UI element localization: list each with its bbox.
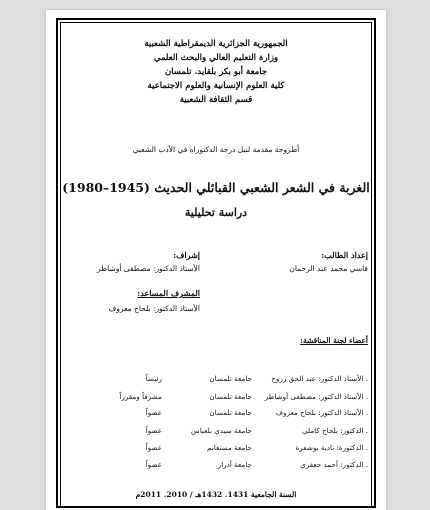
member-name: . الدكتور: أحمد جعفري [300,460,368,469]
member-role: عضواً [145,460,162,469]
header-department: قسم الثقافة الشعبية [179,95,253,105]
member-institution: جامعة مستغانم [207,443,252,452]
member-institution: جامعة تلمسان [209,374,252,383]
member-role: رئيساً [145,374,162,383]
thesis-title: الغربة في الشعر الشعبي القبائلي الحديث (1945–1980) [62,180,370,195]
thesis-note: أطروحة مقدمة لنيل درجة الدكتوراه في الأدب الشعبي [132,145,300,154]
header-faculty: كلية العلوم الإنسانية والعلوم الاجتماعية [147,81,285,91]
member-role: مشرفاً ومقرراً [119,392,162,401]
member-role: عضواً [145,426,162,435]
prepared-label: إعداد الطالب: [321,250,368,260]
header-republic: الجمهورية الجزائرية الديمقراطية الشعبية [144,39,288,49]
member-institution: جامعة سيدي بلعباس [191,426,252,435]
member-name: . الأستاذ الدكتور: عبد الحق زروخ [271,374,368,383]
member-role: عضواً [145,443,162,452]
thesis-subtitle: دراسة تحليلية [184,206,248,219]
co-supervisor-label: المشرف المساعد: [137,288,200,298]
member-role: عضواً [145,408,162,417]
supervisor-label: إشراف: [173,250,200,260]
member-name: . الدكتورة: نادية بوشفرة [295,443,368,452]
committee-title: أعضاء لجنة المناقشة: [300,336,368,345]
academic-year: السنة الجامعية 1431. 1432هـ / 2010. 2011م [135,490,297,499]
co-supervisor-name: الأستاذ الدكتور: بلحاج معروف [108,304,200,313]
member-institution: جامعة تلمسان [209,408,252,417]
student-name: قاسي محمد عبد الرحمان [289,264,368,273]
header-ministry: وزارة التعليم العالي والبحث العلمي [153,53,279,63]
member-name: . الأستاذ الدكتور: مصطفى أوشاطر [264,392,368,401]
member-name: . الدكتور: بلحاج كاملي [302,426,368,435]
member-institution: جامعة أدرار [217,460,252,469]
member-institution: جامعة تلمسان [209,392,252,401]
member-name: . الأستاذ الدكتور: بلحاج معروف [275,408,368,417]
supervisor-name: الأستاذ الدكتور: مصطفى أوشاطر [97,264,200,273]
header-university: جامعة أبو بكر بلقايد. تلمسان [164,67,268,77]
